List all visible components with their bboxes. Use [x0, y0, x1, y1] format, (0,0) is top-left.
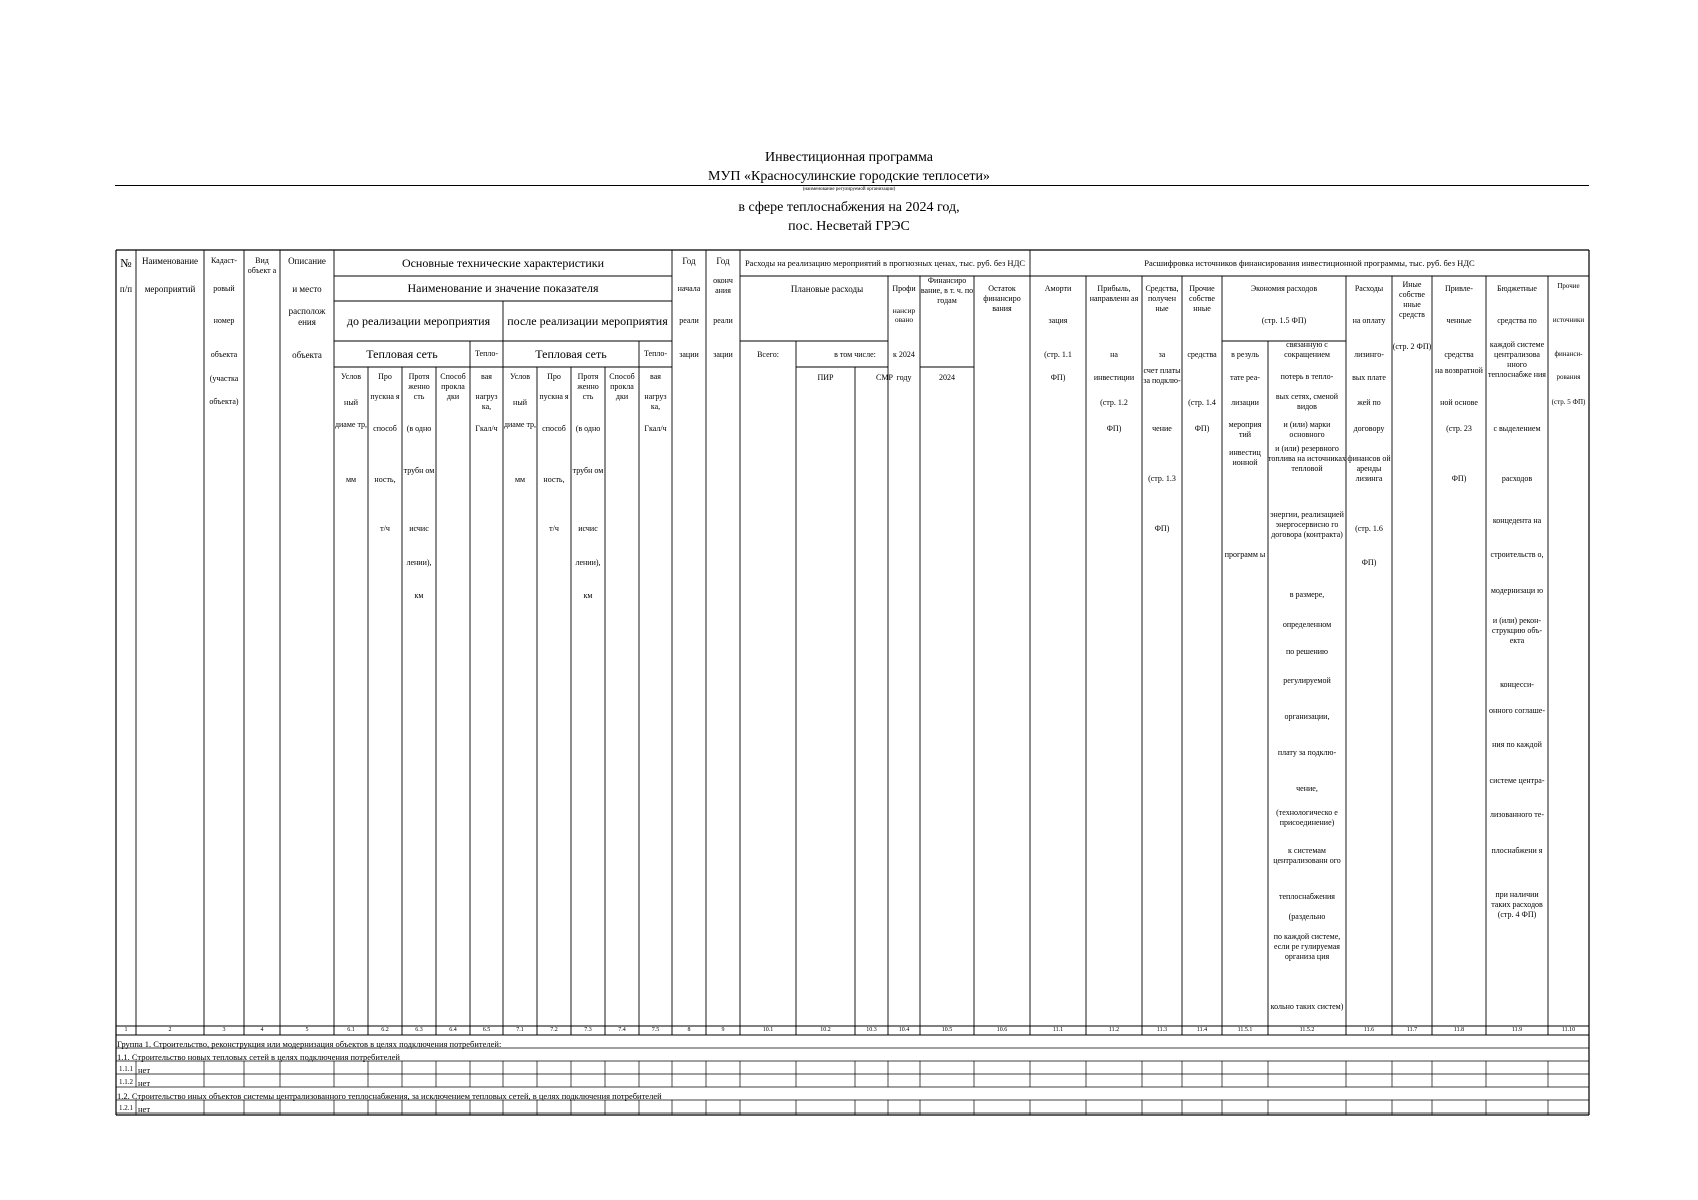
h1152-l: плату за подклю- — [1277, 748, 1337, 757]
h116-d: вых плате — [1352, 373, 1386, 382]
subgroup-1-1-row: 1.1. Строительство новых тепловых сетей в целях подключения потребителей — [117, 1052, 400, 1062]
h118-a: Привле- — [1445, 284, 1473, 293]
h1152-o: к системам централизованн ого — [1273, 846, 1341, 865]
title-line3: в сфере теплоснабжения на 2024 год, — [738, 200, 960, 215]
header-num-a: № — [120, 256, 132, 270]
h116-h: (стр. 1.6 — [1355, 524, 1383, 533]
column-number: 11.1 — [1052, 1027, 1064, 1033]
column-number: 5 — [305, 1027, 309, 1033]
column-number: 6.3 — [415, 1027, 423, 1033]
h113-e: (стр. 1.3 — [1148, 474, 1176, 483]
column-number: 11.10 — [1561, 1027, 1576, 1033]
h73-c: трубн ом — [572, 466, 604, 475]
h72-b: пускна я — [539, 392, 569, 401]
h1152-n: (технологическо е присоединение) — [1276, 808, 1338, 827]
h1151-a: в резуль — [1231, 350, 1259, 359]
h111-a: Аморти — [1044, 284, 1072, 293]
column-number: 7.3 — [584, 1027, 592, 1033]
h119-o: плоснабжени я — [1491, 846, 1543, 855]
h119-j: концесси- — [1500, 680, 1534, 689]
h119-n: лизованного те- — [1490, 810, 1544, 819]
header-incl: в том числе: — [834, 350, 876, 359]
h1152-k: организации, — [1284, 712, 1330, 721]
h119-l: ния по каждой — [1492, 740, 1542, 749]
header-cad-f: объекта) — [209, 397, 239, 406]
h9-b: оконч ания — [713, 276, 733, 295]
h114-a: Прочие собстве нные — [1189, 284, 1215, 313]
header-cad-c: номер — [213, 316, 235, 325]
column-number: 11.9 — [1511, 1027, 1523, 1033]
h119-i: и (или) рекон- струкцию объ- екта — [1491, 616, 1543, 645]
h73-f: км — [583, 591, 593, 600]
header-cad-a: Кадаст- — [210, 256, 238, 265]
h111-d: ФП) — [1050, 373, 1066, 382]
h113-b: за — [1158, 350, 1166, 359]
header-desc-a: Описание — [288, 256, 326, 266]
h72-a: Про — [547, 372, 561, 381]
h8-c: реали — [679, 316, 699, 325]
h1152-j: регулируемой — [1283, 676, 1331, 685]
h116-f: договору — [1353, 424, 1385, 433]
h1152-f: энергии, реализацией энергосервисно го договора (контракта) — [1270, 510, 1344, 539]
h1151-f: программ ы — [1224, 550, 1266, 559]
h63-f: км — [414, 591, 424, 600]
h116-i: ФП) — [1361, 558, 1377, 567]
group-1-row: Группа 1. Строительство, реконструкция или модернизация объектов в целях подключения потребителей: — [117, 1039, 502, 1049]
row-1-2-1-name: нет — [138, 1104, 151, 1114]
column-number: 1 — [124, 1027, 128, 1033]
row-1-2-1-num: 1.2.1 — [119, 1104, 133, 1112]
column-number: 7.5 — [651, 1027, 660, 1033]
h1152-d: и (или) марки основного — [1283, 420, 1331, 439]
h61-a: Услов — [340, 372, 362, 381]
h63-b: (в одно — [406, 424, 432, 433]
h118-e: ной основе — [1440, 398, 1478, 407]
header-total: Всего: — [757, 350, 779, 359]
h118-f: (стр. 23 — [1446, 424, 1472, 433]
h8-d: зации — [679, 350, 699, 359]
h61-c: диаме тр, — [334, 420, 368, 429]
title-line1: Инвестиционная программа — [765, 150, 933, 165]
h71-c: диаме тр, — [503, 420, 537, 429]
header-cad-b: ровый — [213, 284, 235, 293]
h112-a: Прибыль, направленн ая — [1089, 284, 1139, 303]
h62-b: пускна я — [370, 392, 400, 401]
header-plan: Плановые расходы — [790, 284, 864, 294]
h113-c: счет платы за подклю- — [1143, 366, 1181, 385]
column-number: 11.5.1 — [1237, 1027, 1253, 1033]
header-costs: Расходы на реализацию мероприятий в прогнозных ценах, тыс. руб. без НДС — [744, 257, 1026, 268]
h61-b: ный — [344, 398, 358, 407]
h73-b: (в одно — [575, 424, 601, 433]
h104-d: году — [896, 373, 912, 382]
header-net-before: Тепловая сеть — [366, 346, 438, 361]
column-number: 2 — [168, 1027, 172, 1033]
h1152-m: чение, — [1296, 784, 1318, 793]
row-1-1-2-num: 1.1.2 — [119, 1078, 133, 1086]
column-number: 10.2 — [820, 1027, 831, 1033]
h74: Способ прокла дки — [609, 372, 635, 401]
h119-a: Бюджетные — [1497, 284, 1537, 293]
h1152-p: теплоснабжения — [1279, 892, 1335, 901]
column-number: 6.5 — [482, 1027, 491, 1033]
h112-b: на — [1110, 350, 1118, 359]
column-number: 11.8 — [1453, 1027, 1465, 1033]
h104-a: Профи — [892, 284, 916, 293]
h113-f: ФП) — [1154, 524, 1170, 533]
h118-d: на возвратной — [1435, 366, 1483, 375]
column-number: 9 — [721, 1027, 725, 1033]
h119-b: средства по — [1497, 316, 1537, 325]
header-cad-e: (участка — [209, 374, 239, 383]
column-number: 4 — [260, 1027, 264, 1033]
h65-c: Гкал/ч — [475, 424, 498, 433]
h8-a: Год — [682, 256, 696, 266]
h119-k: онного соглаше- — [1489, 706, 1545, 715]
h119-e: расходов — [1501, 474, 1533, 483]
h73-d: исчис — [578, 524, 598, 533]
h118-g: ФП) — [1451, 474, 1467, 483]
h73-a: Протя женно сть — [577, 372, 599, 401]
h72-d: ность, — [543, 475, 565, 484]
h1110-b: источники — [1552, 316, 1585, 324]
h118-b: ченные — [1446, 316, 1472, 325]
column-number: 11.5.2 — [1299, 1027, 1315, 1033]
h119-c: каждой системе централизова нного теплоснабже ния — [1488, 340, 1546, 379]
h71-b: ный — [513, 398, 527, 407]
column-number: 11.7 — [1406, 1027, 1418, 1033]
title-caption: (наименование регулируемой организации) — [802, 187, 896, 192]
h63-c: трубн ом — [403, 466, 435, 475]
h75-c: Гкал/ч — [644, 424, 667, 433]
header-desc-b: и место — [292, 284, 322, 294]
column-number: 11.2 — [1108, 1027, 1120, 1033]
h62-d: ность, — [374, 475, 396, 484]
h9-c: реали — [713, 316, 733, 325]
header-tech-sub: Наименование и значение показателя — [407, 281, 599, 295]
header-sources: Расшифровка источников финансирования инвестиционной программы, тыс. руб. без НДС — [1144, 257, 1475, 268]
h113-d: чение — [1152, 424, 1172, 433]
column-number: 10.1 — [762, 1027, 774, 1033]
h1152-a: связанную с сокращением — [1284, 340, 1330, 359]
h63-d: исчис — [409, 524, 429, 533]
h1110-c: финанси- — [1554, 350, 1583, 358]
h114-b: средства — [1187, 350, 1217, 359]
h116-a: Расходы — [1354, 284, 1384, 293]
h9-a: Год — [716, 256, 730, 266]
column-number: 10.3 — [866, 1027, 877, 1033]
h115-page: (стр. 1.5 ФП) — [1261, 316, 1307, 325]
h119-p: при наличии таких расходов (стр. 4 ФП) — [1491, 890, 1543, 919]
header-name-a: Наименование — [141, 256, 199, 266]
h63-e: лении), — [406, 558, 432, 567]
header-load-before: Тепло- — [474, 349, 499, 358]
h1152-q: (раздельно — [1288, 912, 1326, 921]
h105: Финансиро вание, в т. ч. по годам — [920, 276, 974, 305]
column-number: 7.4 — [618, 1027, 626, 1033]
h119-m: системе центра- — [1489, 776, 1545, 785]
header-tech: Основные технические характеристики — [401, 255, 605, 270]
header-smr: СМР — [876, 373, 893, 382]
h73-e: лении), — [575, 558, 601, 567]
h65-b: нагруз ка, — [475, 392, 498, 411]
h9-d: зации — [713, 350, 733, 359]
h111-b: зация — [1048, 316, 1068, 325]
h75-b: нагруз ка, — [644, 392, 667, 411]
column-number: 10.5 — [941, 1027, 953, 1033]
header-desc-d: объекта — [292, 350, 322, 360]
h1110-e: (стр. 5 ФП) — [1551, 398, 1586, 406]
header-cad-d: объекта — [210, 350, 238, 359]
h72-c: способ — [542, 424, 566, 433]
h1151-b: тате реа- — [1230, 373, 1260, 382]
h63-a: Протя женно сть — [408, 372, 430, 401]
h104-b: нансир овано — [892, 306, 916, 325]
h114-c: (стр. 1.4 — [1188, 398, 1216, 407]
h119-h: модернизаци ю — [1490, 586, 1544, 595]
h65-a: вая — [481, 372, 492, 381]
h117-a: Иные собстве нные средств — [1399, 280, 1425, 319]
h1110-d: рования — [1556, 373, 1581, 381]
h116-b: на оплату — [1352, 316, 1386, 325]
header-net-after: Тепловая сеть — [535, 346, 607, 361]
h1110-a: Прочие — [1557, 282, 1580, 290]
h8-b: начала — [677, 284, 701, 293]
h112-d: (стр. 1.2 — [1100, 398, 1128, 407]
h1152-s: кольно таких систем) — [1270, 1002, 1344, 1011]
h111-c: (стр. 1.1 — [1044, 350, 1072, 359]
h62-a: Про — [378, 372, 392, 381]
header-name-b: мероприятий — [144, 284, 196, 294]
header-after: после реализации мероприятия — [507, 313, 668, 328]
header-desc-c: располож ения — [288, 306, 326, 328]
h1152-e: и (или) резервного топлива на источниках тепловой — [1268, 444, 1346, 473]
column-number: 3 — [222, 1027, 226, 1033]
column-number: 7.2 — [550, 1027, 558, 1033]
column-number: 7.1 — [516, 1027, 524, 1033]
h71-d: мм — [514, 475, 526, 484]
title-line4: пос. Несветай ГРЭС — [788, 219, 910, 234]
title-organization: МУП «Красносулинские городские теплосети» — [708, 169, 990, 184]
h119-f: концедента на — [1492, 516, 1542, 525]
h1151-e: инвестиц ионной — [1229, 448, 1261, 467]
column-number: 10.6 — [996, 1027, 1008, 1033]
column-number: 6.2 — [381, 1027, 389, 1033]
h116-c: лизинго- — [1354, 350, 1384, 359]
h104-c: к 2024 — [893, 350, 915, 359]
h75-a: вая — [650, 372, 661, 381]
column-number: 11.4 — [1196, 1027, 1208, 1033]
h106: Остаток финансиро вания — [983, 284, 1021, 313]
row-1-1-1-num: 1.1.1 — [119, 1065, 133, 1073]
h1152-r: по каждой системе, если ре гулируемая организа ция — [1273, 932, 1341, 961]
header-type: Вид объект а — [247, 256, 277, 275]
h1151-c: лизации — [1231, 398, 1259, 407]
header-num-b: п/п — [119, 284, 133, 294]
h112-c: инвестиции — [1093, 373, 1135, 382]
header-load-after: Тепло- — [643, 349, 668, 358]
h1152-i: по решению — [1285, 647, 1329, 656]
h1152-b: потерь в тепло- — [1280, 372, 1334, 381]
h64: Способ прокла дки — [440, 372, 466, 401]
column-number: 11.3 — [1156, 1027, 1168, 1033]
h119-d: с выделением — [1493, 424, 1541, 433]
h105-year: 2024 — [939, 373, 955, 382]
header-pir: ПИР — [817, 373, 834, 382]
h62-e: т/ч — [380, 524, 390, 533]
header-before: до реализации мероприятия — [346, 313, 491, 328]
h1152-h: определенном — [1282, 620, 1332, 629]
h62-c: способ — [373, 424, 397, 433]
h116-g: финансов ой аренды лизинга — [1347, 454, 1391, 483]
column-number: 10.4 — [898, 1027, 910, 1033]
column-number: 11.6 — [1363, 1027, 1375, 1033]
h116-e: жей по — [1357, 398, 1381, 407]
h1151-d: мероприя тий — [1228, 420, 1262, 439]
h117-b: (стр. 2 ФП) — [1392, 342, 1432, 351]
column-number: 6.4 — [449, 1027, 457, 1033]
h119-g: строительств о, — [1490, 550, 1544, 559]
h112-e: ФП) — [1106, 424, 1122, 433]
column-number: 8 — [687, 1027, 691, 1033]
h113-a: Средства, получен ные — [1145, 284, 1179, 313]
h72-e: т/ч — [549, 524, 559, 533]
h61-d: мм — [345, 475, 357, 484]
h115: Экономия расходов — [1250, 284, 1318, 293]
h114-d: ФП) — [1194, 424, 1210, 433]
h118-c: средства — [1444, 350, 1474, 359]
h1152-c: вых сетях, сменой видов — [1275, 392, 1339, 411]
subgroup-1-2-row: 1.2. Строительство иных объектов системы централизованного теплоснабжения, за исключением тепловых сетей, в целях подключения потребителей — [117, 1091, 662, 1101]
h71-a: Услов — [509, 372, 531, 381]
column-number: 6.1 — [347, 1027, 355, 1033]
row-1-1-2-name: нет — [138, 1078, 151, 1088]
h1152-g: в размере, — [1289, 590, 1325, 599]
row-1-1-1-name: нет — [138, 1065, 151, 1075]
